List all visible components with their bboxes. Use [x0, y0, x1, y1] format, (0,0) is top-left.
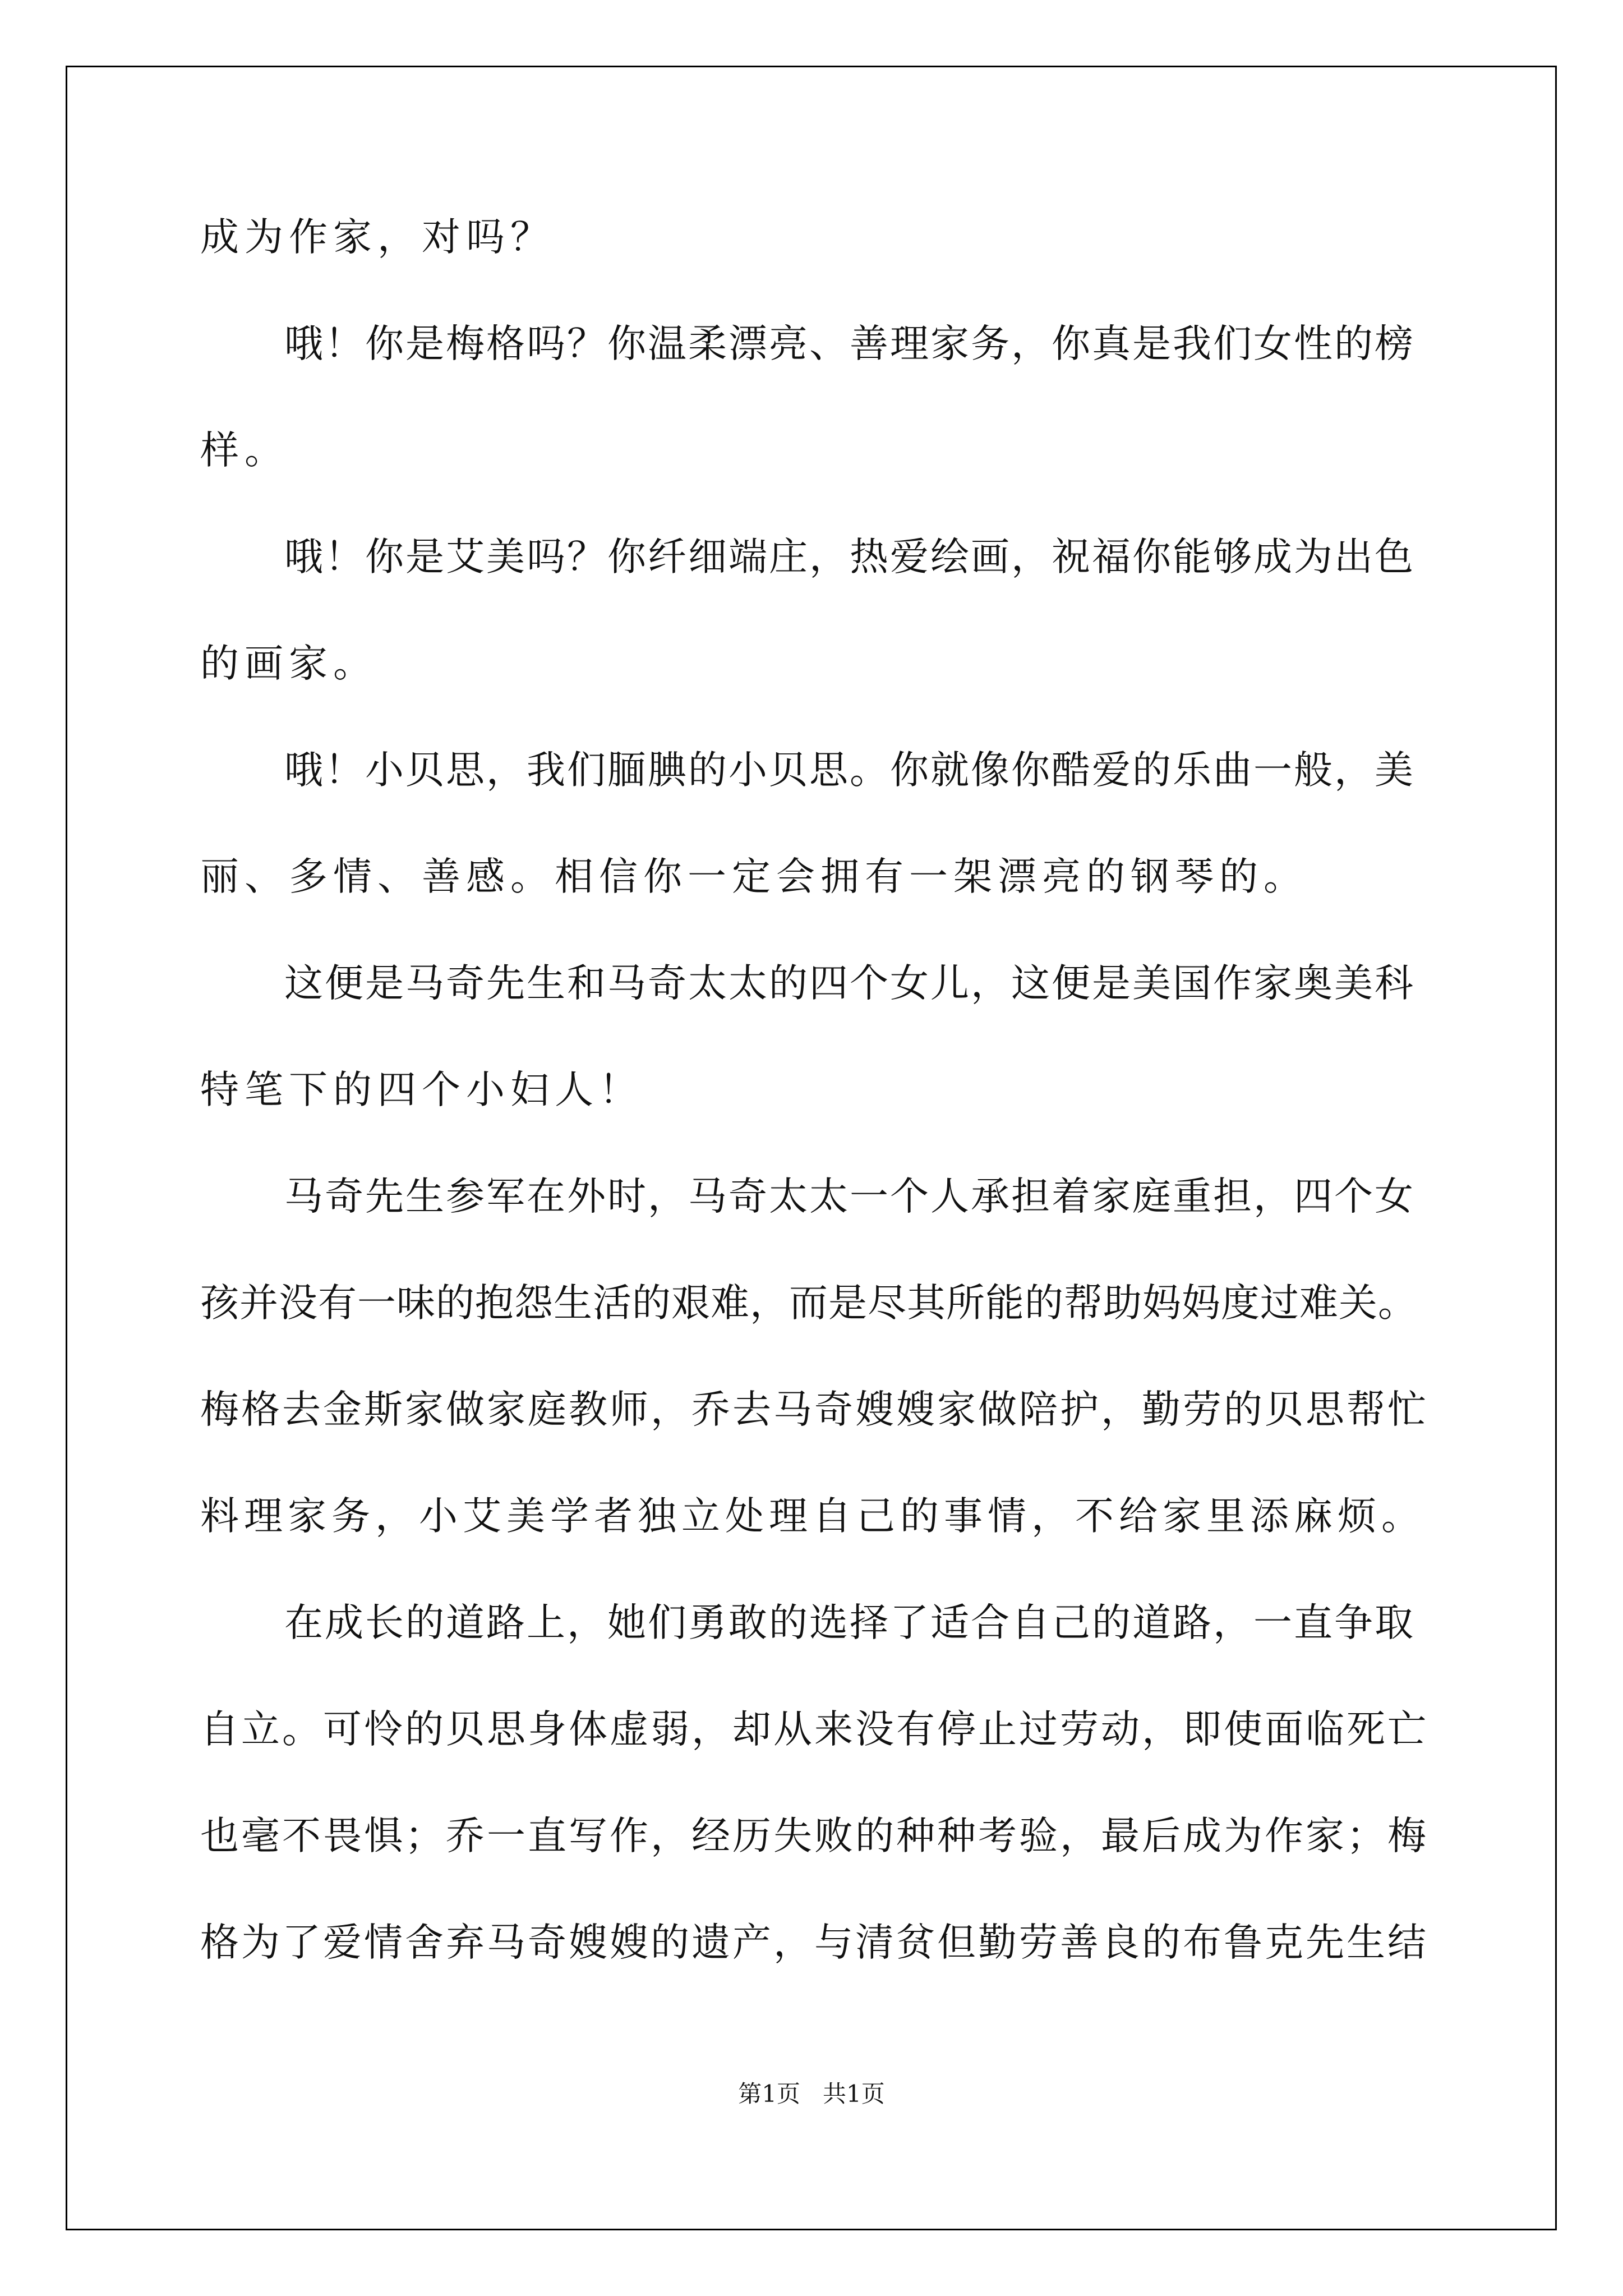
text-line: 孩并没有一味的抱怨生活的艰难，而是尽其所能的帮助妈妈度过难关。	[200, 1281, 1417, 1326]
text-line: 在成长的道路上，她们勇敢的选择了适合自己的道路，一直争取	[284, 1600, 1415, 1645]
text-line: 特笔下的四个小妇人！	[200, 1068, 643, 1112]
text-line: 哦！你是艾美吗？你纤细端庄，热爱绘画，祝福你能够成为出色	[284, 535, 1415, 579]
text-line: 哦！小贝思，我们腼腆的小贝思。你就像你酷爱的乐曲一般，美	[284, 748, 1415, 793]
text-line: 自立。可怜的贝思身体虚弱，却从来没有停止过劳动，即使面临死亡	[200, 1707, 1428, 1752]
text-line: 料理家务，小艾美学者独立处理自己的事情，不给家里添麻烦。	[200, 1494, 1425, 1539]
text-line: 成为作家，对吗？	[200, 215, 555, 260]
text-line: 也毫不畏惧；乔一直写作，经历失败的种种考验，最后成为作家；梅	[200, 1814, 1428, 1858]
text-line: 这便是马奇先生和马奇太太的四个女儿，这便是美国作家奥美科	[284, 961, 1415, 1006]
text-line: 梅格去金斯家做家庭教师，乔去马奇嫂嫂家做陪护，勤劳的贝思帮忙	[200, 1387, 1428, 1432]
text-line: 哦！你是梅格吗？你温柔漂亮、善理家务，你真是我们女性的榜	[284, 321, 1415, 366]
page-number-current: 第1页	[738, 2080, 800, 2108]
text-line: 样。	[200, 428, 289, 473]
text-line: 马奇先生参军在外时，马奇太太一个人承担着家庭重担，四个女	[284, 1174, 1415, 1219]
text-line: 丽、多情、善感。相信你一定会拥有一架漂亮的钢琴的。	[200, 854, 1308, 899]
page-number-total: 共1页	[823, 2080, 885, 2108]
page-footer	[0, 2076, 1623, 2109]
text-line: 的画家。	[200, 641, 377, 686]
text-line: 格为了爱情舍弃马奇嫂嫂的遗产，与清贫但勤劳善良的布鲁克先生结	[200, 1920, 1428, 1965]
document-body	[200, 184, 1430, 1996]
